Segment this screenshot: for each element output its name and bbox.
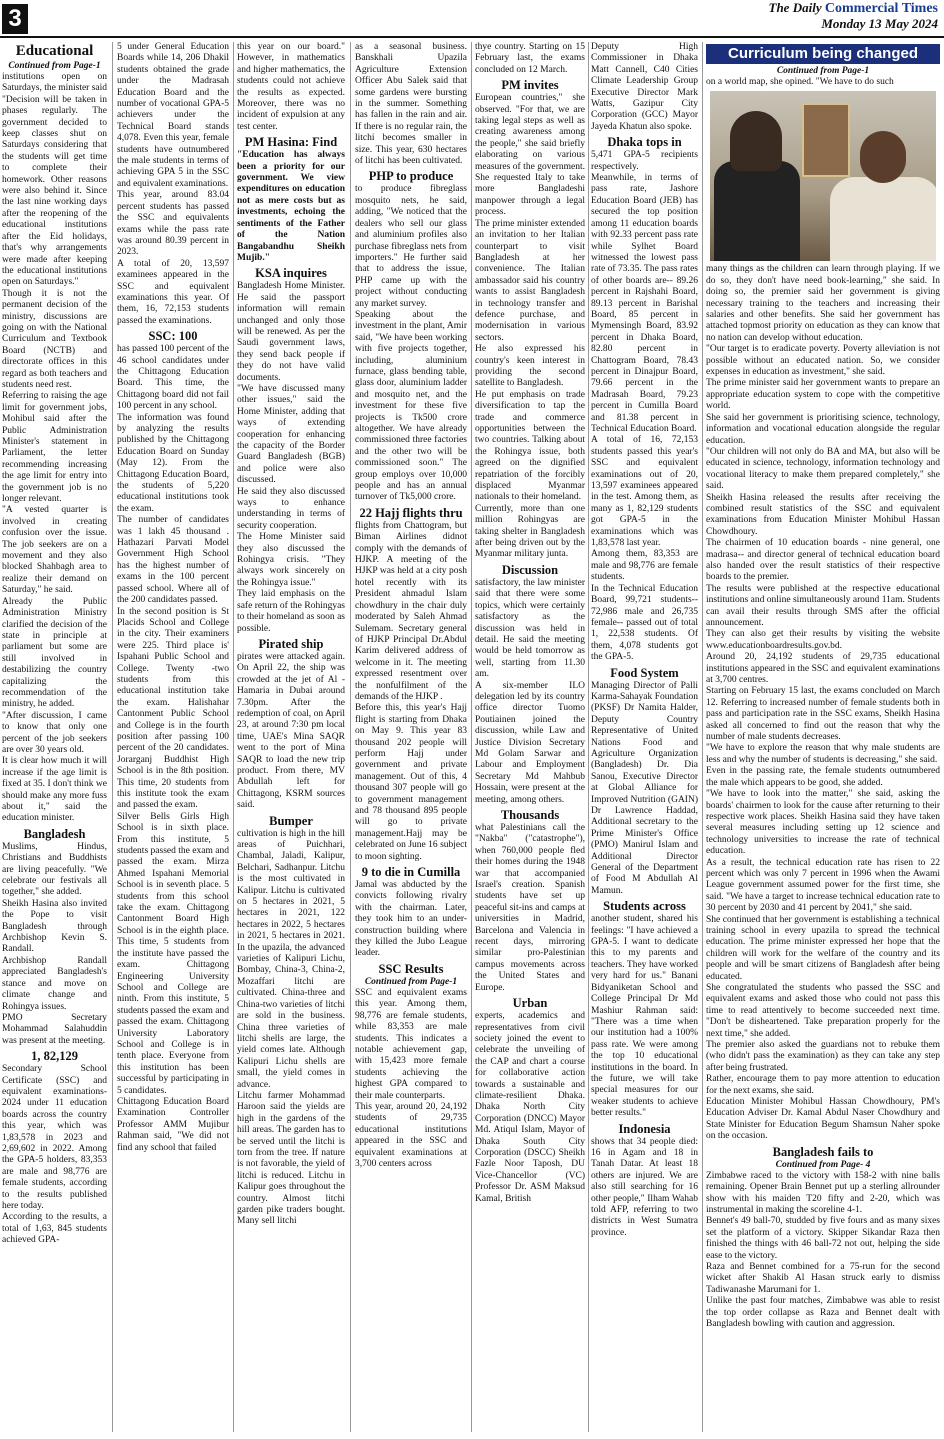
paragraph: Rather, encourage them to pay more attention to education for the next exams, she said. xyxy=(706,1074,940,1096)
paragraph: Secondary School Certificate (SSC) and equivalent examinations-2024 under 11 education boards across the country this year, which was 1,83,578 in 2023 and 2,69,602 in 2022. Among the GPA-5 holders, 83,353 are male and 98,776 are female students, according to the results published here today. xyxy=(2,1064,107,1211)
paragraph: Sheikh Hasina released the results after receiving the combined result statistics of the SSC and equivalent examinations from Education Minister Mohibul Hassan Chowdhoury. xyxy=(706,492,940,537)
column-divider xyxy=(471,42,472,1432)
paragraph: 5,471 GPA-5 recipients respectively. xyxy=(591,150,698,172)
paragraph: A six-member ILO delegation led by its country office director Tuomo Poutiainen joined the discussion, while Law and Justice Division Secretary Md Golam Sarwar and Labour and Employment Secretary Md Mahbub Hossain, were present at the meeting, among others. xyxy=(475,680,585,805)
headline: Students across xyxy=(603,899,686,914)
column-7 xyxy=(706,42,940,1432)
paragraph: The prime minister extended an invitation to her Italian counterpart to visit Bangladesh at her convenience. The Italian ambassador said his country wants to assist Bangladesh in technology transfer and defence purchase, and modernisation in various sectors. xyxy=(475,218,585,343)
continued-note: Continued from Page- 4 xyxy=(775,1159,871,1170)
paragraph: has passed 100 percent of the 46 school candidates under the Chittagong Education Board. This time, the Chittagong board did not fail 100 percent in any school. xyxy=(117,344,229,412)
column-divider xyxy=(112,42,113,1432)
paragraph: In the second position is St Placids School and College in the city. Their examiners were 225. Third place is' Ispahani Public School and College. Twenty -two students from this educational institution take the exam. Halishahar Cantonment Public School and College is in the fourth position after passing 100 percent of the 20 candidates. Jorarganj Buddhist High School is in the 8th position. This time, 20 students from this institute took the exam and passed the exam. xyxy=(117,606,229,811)
headline: Indonesia xyxy=(618,1121,671,1136)
masthead-name: Commercial Times xyxy=(824,1,938,16)
paragraph: Bangladesh Home Minister. He said the passport information will remain unchanged and only those will be renewed. As per the Saudi government laws, they send back people if they do not have valid documents. xyxy=(237,281,345,383)
paragraph: to produce fibreglass mosquito nets, he said, adding, "We noticed that the dealers who sell our glass and aluminium profiles also purchase fibreglass nets from importers." He further said that to address the issue, PHP came up with the project without conducting any market survey. xyxy=(355,184,467,309)
column-1 xyxy=(2,42,107,1432)
headline: Food System xyxy=(610,665,679,680)
paragraph: "We have to look into the matter," she said, asking the boards' chairmen to look for the cause after returning to their respective work places. Sheikh Hasina said they have taken several measures including setting up 12 science and technology universities to increase the rate of technical education. xyxy=(706,789,940,857)
paragraph: on a world map, she opined. "We have to do such xyxy=(706,77,894,87)
headline: Discussion xyxy=(501,562,559,577)
photo-figure xyxy=(830,177,936,261)
headline: Educational xyxy=(15,43,94,59)
photo-frame xyxy=(802,103,850,177)
paragraph: Meanwhile, in terms of pass rate, Jashore Education Board (JEB) has secured the top position among 11 education boards with 92.33 percent pass rate while Sylhet Board witnessed the lowest pass rate of 73.35. The pass rates of other boards are-- 89.26 percent in Rajshahi Board, 89.13 percent in Barishal Board, 85 percent in Mymensingh Board, 83.92 percent in Dhaka Board, 82.80 percent in Chattogram Board, 78.43 percent in Dinajpur Board, 79.66 percent in the Madrasah Board, 79.23 percent in Cumilla Board and 81.38 percent in Technical Education Board. xyxy=(591,173,698,434)
headline: Bangladesh xyxy=(23,826,86,841)
paragraph: They can also get their results by visiting the website www.educationboardresults.gov.bd. xyxy=(706,629,940,651)
paragraph: shows that 34 people died: 16 in Agam and 18 in Tanah Datar. At least 18 others are injured. We are also still searching for 16 other people," Ilham Wahab told AFP, referring to two districts in West Sumatra province. xyxy=(591,1136,698,1238)
paragraph: pirates were attacked again. On April 22, the ship was crowded at the jet of Al -Hamaria in Dubai around 7.30pm. After the redemption of coal, on April 23, at around 7:30 pm local time, UAE's Mina SAQR went to the port of Mina SAQR to load the new trip product. From there, MV Abdullah left for Chittagong, KSRM sources said. xyxy=(237,651,345,811)
continued-note: Continued from Page-1 xyxy=(776,66,870,76)
paragraph: He said they also discussed ways to enhance understanding in terms of security cooperation. xyxy=(237,486,345,531)
photo-figure xyxy=(730,111,782,171)
paragraph: institutions open on Saturdays, the minister said "Decision will be taken in phases regularly. The government decided to keep classes shut on Saturdays considering that the students will get time to complete their homework. Other reasons were also behind it. Since the last nine working days after the reopening of the educational institutions after the Eid holidays, that's why arrangements were made after keeping the educational institutions open on Saturdays." xyxy=(2,72,107,288)
paragraph: Even in the passing rate, the female students outnumbered the male which appears to be good, she added. xyxy=(706,766,940,788)
paragraph: "Our children will not only do BA and MA, but also will be educated in science, technology, information technology and vocational literacy to make them prepared completely," she said. xyxy=(706,446,940,492)
column-divider xyxy=(233,42,234,1432)
paragraph: European countries," she observed. "For that, we are taking legal steps as well as creating awareness among the people," she said briefly elaborating on various measures of the government. She requested Italy to take more Bangladeshi manpower through a legal process. xyxy=(475,93,585,218)
headline: Urban xyxy=(512,996,548,1011)
paragraph: Currently, more than one million Rohingyas are taking shelter in Bangladesh after being driven out by the Myanmar military junta. xyxy=(475,503,585,560)
photo-figure xyxy=(860,131,906,183)
paragraph: As a result, the technical education rate has risen to 22 percent which was only 7 percent in 1996 when the Awami League government assumed power for the first time, she said. "We have a target to increase technical education rate to 30 percent by 2030 and 41 percent by 2041," she said. xyxy=(706,857,940,914)
paragraph: She continued that her government is establishing a technical training school in every upazila to spread the technical education. The prime minister expressed her hope that the children will work for the welfare of the country and its people and will be smart citizens of Bangladesh after being educated. xyxy=(706,914,940,982)
paragraph: The information was found by analyzing the results published by the Chittagong Education Board on Sunday (May 12). From the Chittagong Education Board, the students of 5,220 educational institutions took the exam. xyxy=(117,412,229,514)
header-rule xyxy=(0,36,944,38)
headline: 9 to die in Cumilla xyxy=(361,865,461,880)
paragraph: The Home Minister said they also discussed the Rohingya crisis. "They always work sincerely on the Rohingya issue." xyxy=(237,532,345,588)
headline: Bangladesh fails to xyxy=(772,1144,874,1159)
paragraph: Deputy High Commissioner in Dhaka Matt Cannell, C40 Cities Climate Leadership Group Executive Director Mark Watts, Gazipur City Corporation (GCC) Mayor Jayeda Khatun also spoke. xyxy=(591,42,698,132)
paragraph: Around 20, 24,192 students of 29,735 educational institutions appeared in the SSC and equivalent examinations at 3,700 centres. xyxy=(706,652,940,686)
paragraph: this year on our board." However, in mathematics and higher mathematics, the students could not achieve the results as expected. Moreover, there was no incident of expulsion at any test center. xyxy=(237,42,345,132)
paragraph: Zimbabwe raced to the victory with 158-2 with nine balls remaining. Opener Brain Bennet put up a sterling allrounder show with his maiden T20 fifty and 2-20, which was instrumental in making the scoreline 4-1. xyxy=(706,1170,940,1215)
headline: Pirated ship xyxy=(258,636,324,651)
masthead-title xyxy=(769,0,938,16)
paragraph: Education Minister Mohibul Hassan Chowdhoury, PM's Education Adviser Dr. Kamal Abdul Naser Chowdhury and State Minister for Education Begum Shamsun Naher spoke on the occasion. xyxy=(706,1097,940,1142)
column-6 xyxy=(591,42,698,1432)
paragraph: another student, shared his feelings: "I have achieved a GPA-5. I want to dedicate this to my parents and teachers. They have worked very hard for us." Banani Bidyaniketan School and College Principal Dr Md Mashiur Rahman said: "There was a time when our institution had a 100% pass rate. We were among the top 10 educational institutions in the board. In the future, we will take special measures for our weaker students to achieve better results." xyxy=(591,914,698,1119)
headline-banner: Curriculum being changed xyxy=(706,44,940,64)
paragraph: Silver Bells Girls High School is in sixth place. From this institute, 5 students passed the exam and passed the exam. Mirza Ahmed Ispahani Memorial School is in seventh place. 5 students from this school take the exam. Chittagong Cantonment Board High School is in the eighth place. This time, 5 students from the institute have passed the exam. Chittagong Engineering University School and College are ninth. From this institute, 5 students passed the exam and passed the exam. Chittagong University Laboratory School and College is in tenth place. Everyone from this institution has been successful by participating in 5 candidates. xyxy=(117,811,229,1096)
paragraph: Jamal was abducted by the convicts following rivalry with the chairman. Later, they took him to an under-construction building where they killed the Jubo League leader. xyxy=(355,880,467,959)
paragraph: According to the results, a total of 1,63, 845 students achieved GPA- xyxy=(2,1212,107,1246)
paragraph: This year, around 83.04 percent students has passed the SSC and equivalents exams while the pass rate was around 80.39 percent in 2023. xyxy=(117,190,229,258)
paragraph: She said her government is prioritising science, technology, information and vocational education alongside the regular education. xyxy=(706,412,940,446)
paragraph: He put emphasis on trade diversification to tap the trade and commerce opportunities between the two countries. Talking about the Rohingya issue, both agreed on the dignified repatriation of the forcibly displaced Myanmar nationals to their homeland. xyxy=(475,389,585,503)
paragraph: PMO Secretary Mohammad Salahuddin was present at the meeting. xyxy=(2,1012,107,1046)
column-3 xyxy=(237,42,345,1432)
paragraph: She congratulated the students who passed the SSC and equivalent exams and asked those who could not pass this time to read attentively to become succeeded next time. "Don't be disheartened. Take preparation properly for the next time," she added. xyxy=(706,983,940,1039)
paragraph: "We have discussed many other issues," said the Home Minister, adding that ways of extending cooperation for enhancing the capacity of the Border Guard Bangladesh (BGB) and police were also discussed. xyxy=(237,383,345,486)
paragraph: SSC and equivalent exams this year. Among them, 98,776 are female students, while 83,353 are male students. This indicates a notable achievement gap, with 15,423 more female students achieving the highest GPA compared to their male counterparts. xyxy=(355,987,467,1101)
headline: 22 Hajj flights thru xyxy=(359,505,463,520)
paragraph: The prime minister said her government wants to prepare an appropriate education system to cope with the competitive world. xyxy=(706,378,940,412)
paragraph: satisfactory, the law minister said that there were some topics, which were certainly satisfactory as the discussion was held in detail. He said the meeting would be held tomorrow as well, starting from 11.30 am. xyxy=(475,577,585,680)
headline: PM Hasina: Find xyxy=(244,135,338,150)
paragraph: Already the Public Administration Ministry clarified the decision of the state in principle at parliament but some are still involved in destabilizing the country capitalizing the recommendation of the ministry, he added. xyxy=(2,596,107,710)
paragraph: Among them, 83,353 are male and 98,776 are female students. xyxy=(591,549,698,583)
paragraph: "A vested quarter is involved in creating confusion over the issue. The job seekers are on a movement and they also blocked Shahbagh area to realize their demand on Saturday," he said. xyxy=(2,505,107,596)
headline: KSA inquires xyxy=(255,266,327,281)
paragraph: Though it is not the permanent decision of the ministry, discussions are going on with the National Curriculum and Textbook Board (NCTB) and directorate offices in this regard as both teachers and students need rest. xyxy=(2,288,107,390)
column-divider xyxy=(588,42,589,1432)
paragraph: "Our target is to eradicate poverty. Poverty alleviation is not possible without an educated nation. So, we consider expenses in education as investment," she said. xyxy=(706,344,940,378)
paragraph: Unlike the past four matches, Zimbabwe was able to resist the top order collapse as Raza and Bennet dealt with Bangladesh bowling with caution and aggression. xyxy=(706,1296,940,1329)
column-divider xyxy=(702,42,703,1432)
paragraph: Starting on February 15 last, the exams concluded on March 12. Referring to increased number of female students both in pass and participation rate in the SSC exams, Sheikh Hasina asked all concerned to find out the reason that why the number of male students decreases. xyxy=(706,686,940,743)
photo-figure xyxy=(714,161,800,261)
paragraph: Bennet's 49 ball-70, studded by five fours and as many sixes set the platform of a victory. Skipper Sikandar Raza then finished the things with 46 ball-72 not out, helping the side ease to the victory. xyxy=(706,1216,940,1261)
masthead-date: Monday 13 May 2024 xyxy=(821,16,938,31)
paragraph: The number of candidates was 1 lakh 45 thousand . Hathazari Parvati Model Government High School has the highest number of exams in the 100 percent passed school. Where all of the 200 candidates passed. xyxy=(117,515,229,606)
column-2 xyxy=(117,42,229,1432)
paragraph: as a seasonal business. Banskhali Upazila Agriculture Extension Officer Abu Salek said that some gardens were bursting in the summer. Something has fallen in the rain and air. If there is no regular rain, the litchi becomes smaller in size. This year, 630 hectares of litchi has been cultivated. xyxy=(355,42,467,167)
paragraph: In the Technical Education Board, 99,721 students-- 72,986 male and 26,735 female-- passed out of total 1, 22,538 students. Of them, 4,078 students got the GPA-5. xyxy=(591,583,698,663)
headline: SSC Results xyxy=(378,961,444,976)
continued-note: Continued from Page-1 xyxy=(8,61,101,71)
news-photo xyxy=(710,91,936,261)
paragraph: The chairmen of 10 education boards - nine general, one madrasa-- and director general of technical education board also handed over the result statistics of their respective boards to the premier. xyxy=(706,538,940,583)
column-5 xyxy=(475,42,585,1432)
headline: 1, 82,129 xyxy=(31,1049,78,1064)
paragraph: Litchu farmer Mohammad Haroon said the yields are high in the gardens of the hill areas. The garden has to be served until the litchi is torn from the tree. If nature is not favorable, the yield of litchi is reduced. Litchu in Kalipur goes throughout the country. Almost litchi garden pike traders bought. Many sell litchi xyxy=(237,1090,345,1227)
headline: PHP to produce xyxy=(368,169,454,184)
headline: Bumper xyxy=(269,813,313,828)
column-divider xyxy=(350,42,351,1432)
paragraph: thye country. Starting on 15 February last, the exams concluded on 12 March. xyxy=(475,42,585,75)
paragraph: They laid emphasis on the safe return of the Rohingyas to their homeland as soon as possible. xyxy=(237,589,345,634)
paragraph: cultivation is high in the hill areas of Puichhari, Chambal, Jaladi, Kalipur, Belchari, Sadhanpur. Litchu is the most cultivated in Kalipur. Litchu is cultivated on 5 hectares in 2021, 5 hectares in 2021, 122 hectares in 2022, 5 hectares in 2021, 5 hectares in 2021. In the upazila, the advanced varieties of Kalipuri Lichu, Bombay, China-3, China-2, Mozaffari litchi are cultivated. China-three and China-two varieties of litchi are sold in the business. China three varieties of litchi shells are large, the yield comes late. Although Kalipuri Lichu shells are small, the yield comes in advance. xyxy=(237,828,345,1090)
paragraph: Referring to raising the age limit for government jobs, Mohibul said after the Public Administration Minister's statement in Parliament, the letter recommending increasing the age limit for entry into the government job is no longer relevant. xyxy=(2,391,107,505)
paragraph: A total of 20, 13,597 examinees appeared in the SSC and equivalent examinations this year. Of them, 16, 72,153 students passed the examinations. xyxy=(117,258,229,326)
paragraph: This year, around 20, 24,192 students of 29,735 educational institutions appeared in the SSC and equivalent examinations at 3,700 centers across xyxy=(355,1101,467,1169)
paragraph: what Palestinians call the "Nakba" ("catastrophe"), when 760,000 people fled their homes during the 1948 war that accompanied Israel's creation. Spanish students have set up peaceful sit-ins and camps at universities in Madrid, Barcelona and Valencia in recent days, mirroring similar pro-Palestinian campus movements across the United States and Europe. xyxy=(475,823,585,993)
page-number: 3 xyxy=(2,4,28,34)
paragraph: flights from Chattogram, but Biman Airlines didnot comply with the demands of HJKP. A meeting of the HJKP was held at a city posh hotel recently with its President ahmadul Islam chowdhury in the chair duly moderated by Saleh Ahmad Sulemam. Secretary general of HJKP Principal Dr.Abdul Karim delivered address of welcome in it. The meeting expressed resentment over the nonfulfilment of the demands of the HJKP . xyxy=(355,520,467,702)
headline: Thousands xyxy=(500,808,560,822)
paragraph: Before this, this year's Hajj flight is starting from Dhaka on May 9. This year 83 thousand 202 people will perform Hajj under government and private management. Out of this, 4 thousand 307 people will go to government management and 78 thousand 895 people will go to private management.Hajj may be celebrated on June 16 subject to moon sighting. xyxy=(355,703,467,862)
paragraph: "Education has always been a priority for our government. We view expenditures on education not as mere costs but as investments, echoing the sentiments of the Father of the Nation Bangabandhu Sheikh Mujib." xyxy=(237,150,345,263)
headline: SSC: 100 xyxy=(148,329,198,344)
paragraph: The premier also asked the guardians not to rebuke them (who didn't pass the examination) as they can take any step after being frustrated. xyxy=(706,1040,940,1073)
paragraph: 5 under General Education Boards while 14, 206 Dhakil students obtained the grade under the Madrasah Education Board and the number of vocational GPA-5 achievers under the Technical Board stands 4,078. Even this year, female students have outnumbered the male students in terms of achieving GPA 5 in the SSC and equivalent examinations. xyxy=(117,42,229,189)
paragraph: It is clear how much it will increase if the age limit is fixed at 35. I don't think we should make any more fuss about it," said the education minister. xyxy=(2,756,107,824)
paragraph: Managing Director of Palli Karma-Sahayak Foundation (PKSF) Dr Namita Halder, Deputy Country Representative of United Nations Food and Agriculture Organization (Bangladesh) Dr. Dia Sanou, Executive Director at Global Alliance for Improved Nutrition (GAIN) Dr Lawrence Haddad, Additional secretary to the Prime Minister's Office (PMO) Manirul Islam and Additional Director General of the Department of Food M Abdullah Al Mamun. xyxy=(591,680,698,896)
paragraph: The results were published at the respective educational institutions and online simultaneously around 11am. Students can avail their results through SMS after the official announcement. xyxy=(706,583,940,628)
paragraph: many things as the children can learn through playing. If we do so, they don't have need book-learning," she said. In doing so, the premier said her government is giving necessary training to the teachers and increasing their salaries and other benefits. She said her government has attached topmost priority on education as they can know that no nation can develop without education. xyxy=(706,264,940,343)
paragraph: Sheikh Hasina also invited the Pope to visit Bangladesh through Archbishop Kevin S. Randall. xyxy=(2,898,107,955)
paragraph: Muslims, Hindus, Christians and Buddhists are living peacefully. "We celebrate our festivals all together," she added. xyxy=(2,841,107,898)
paragraph: Raza and Bennet combined for a 75-run for the second wicket after Shakib Al Hasan struck early to dismiss Tadiwanashe Marumani for 1. xyxy=(706,1261,940,1295)
paragraph: A total of 16, 72,153 students passed this year's SSC and equivalent examinations out of 20, 13,597 examinees appeared in the test. Among them, as many as 1, 82,129 students got GPA-5 in the examinations which was 1,83,578 last year. xyxy=(591,435,698,549)
paragraph: Speaking about the investment in the plant, Amir said, "We have been working with five projects together, including, aluminium furnace, glass bending table, glass door, aluminium ladder and mosquito net, and the investment for these five projects is Tk500 crore altogether. We have already commissioned three factories and the other two will be commissioned soon." The group employs over 10,000 people and has an annual turnover of Tk5,000 crore. xyxy=(355,309,467,503)
continued-note: Continued from Page-1 xyxy=(364,976,458,987)
headline: Dhaka tops in xyxy=(607,135,682,150)
column-4 xyxy=(355,42,467,1432)
headline: PM invites xyxy=(501,78,559,93)
paragraph: Chittagong Education Board Examination Controller Professor AMM Mujibur Rahman said, "We did not find any school that failed xyxy=(117,1096,229,1153)
paragraph: "After discussion, I came to know that only one percent of the job seekers are over 30 years old. xyxy=(2,710,107,755)
paragraph: He also expressed his country's keen interest in providing the second satellite to Bangladesh. xyxy=(475,344,585,389)
masthead xyxy=(769,0,938,32)
paragraph: "We have to explore the reason that why male students are less and why the number of students is decreasing," she said. xyxy=(706,743,940,765)
paragraph: Archbishop Randall appreciated Bangladesh's stance and move on climate change and Rohingya issues. xyxy=(2,955,107,1012)
paragraph: experts, academics and representatives from civil society joined the event to celebrate the unveiling of the CAP and chart a course for collaborative action towards a sustainable and climate-resilient Dhaka. Dhaka North City Corporation (DNCC) Mayor Md. Atiqul Islam, Mayor of Dhaka South City Corporation (DSCC) Sheikh Fazle Noor Taposh, DU Vice-Chancellor (VC) Professor Dr. ASM Maksud Kamal, British xyxy=(475,1011,585,1204)
masthead-daily: The Daily xyxy=(768,0,822,15)
